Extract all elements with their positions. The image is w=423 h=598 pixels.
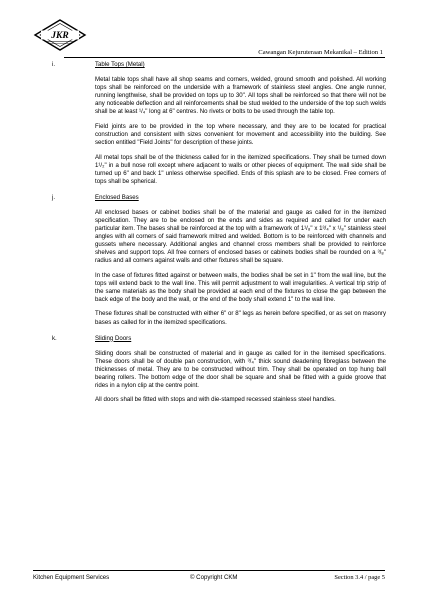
section-title: Enclosed Bases — [95, 193, 139, 201]
paragraph: Field joints are to be provided in the top where necessary, and they are to be located for practical construction and consistent with sizes convenient for movement and accessibility into the building. See section entitled "Field Joints" for description of these joints. — [95, 122, 386, 146]
footer-page-number: Section 3.4 / page 5 — [334, 574, 385, 581]
jkr-logo — [33, 19, 87, 51]
paragraph: These fixtures shall be constructed with either 6" or 8" legs as herein before specified, or as set on masonry bases as called for in the itemized specifications. — [95, 310, 386, 326]
paragraph: In the case of fixtures fitted against or between walls, the bodies shall be set in 1" from the wall line, but the tops will extend back to the wall line. This will permit adjustment to wall irregularities. A vertical trip strip of the same materials as the body shall be provided at each end of the fixtures to close the gap between the back edge of the body and the wall, or the end of the body shall extend 1" to the wall line. — [95, 271, 386, 303]
paragraph: All enclosed bases or cabinet bodies shall be of the material and gauge as called for in the itemized specification. They are to be enclosed on the ends and sides as required and called for under each particular item. The bases shall be reinforced at the top with a framework of 1¹/₈" x 1³/₄" x ¹/₈" stainless steel angles with all corners of said framework mitred and welded. Bottom is to be reinforced with channels and gussets where necessary. Additional angles and channel cross members shall be provided to reinforce shelves and support tops. All free corners of enclosed bases or cabinets bodies shall be rounded on a ³/₈" radius and all corners against walls and other fixtures shall be square. — [95, 208, 386, 265]
section-heading-enclosed-bases — [52, 193, 386, 203]
section-title: Table Tops (Metal) — [95, 61, 145, 68]
section-title: Sliding Doors — [95, 334, 132, 342]
section-marker: i. — [52, 61, 56, 68]
footer-divider — [33, 570, 385, 571]
footer-copyright: © Copyright CKM — [190, 574, 238, 581]
section-marker: j. — [52, 193, 56, 201]
logo-text: JKR — [51, 31, 69, 42]
section-heading-table-tops — [52, 61, 386, 70]
paragraph: All doors shall be fitted with stops and with die-stamped recessed stainless steel handles. — [95, 396, 336, 404]
footer-left: Kitchen Equipment Services — [33, 574, 110, 581]
section-heading-sliding-doors — [52, 334, 386, 344]
paragraph: Metal table tops shall have all shop seams and corners, welded, ground smooth and polished. All working tops shall be reinforced on the underside with a framework of stainless steel angles. One angle runner, running lengthwise, shall be provided on tops up to 30". All tops shall be reinforced so that there will not be any noticeable deflection and all reinforcements shall be stud welded to the underside of the top such welds shall be at least ¹/₄" long at 6" centres. No rivets or bolts to be used through the table top. — [95, 76, 386, 116]
document-body — [52, 61, 386, 411]
header-divider — [64, 57, 385, 58]
header-title: Cawangan Kejuruteraan Mekanikal – Edition 1 — [258, 49, 383, 56]
section-marker: k. — [52, 334, 57, 342]
paragraph: Sliding doors shall be constructed of material and in gauge as called for in the itemised specifications. These doors shall be of double pan construction, with ³/₄" thick sound deadening fibreglass between the thicknesses of metal. They are to be constructed without trim. They shall be operated on top hung ball bearing rollers. The bottom edge of the door shall be square and shall be fitted with a guide groove that rides in a nylon clip at the centre point. — [95, 349, 386, 389]
paragraph: All metal tops shall be of the thickness called for in the itemized specifications. They shall be turned down 1¹/₂" in a bull nose roll except where adjacent to walls or other pieces of equipment. The wall side shall be turned up 6" and back 1" unless otherwise specified. Ends of this splash are to be closed. Free corners of tops shall be spherical. — [95, 153, 386, 185]
